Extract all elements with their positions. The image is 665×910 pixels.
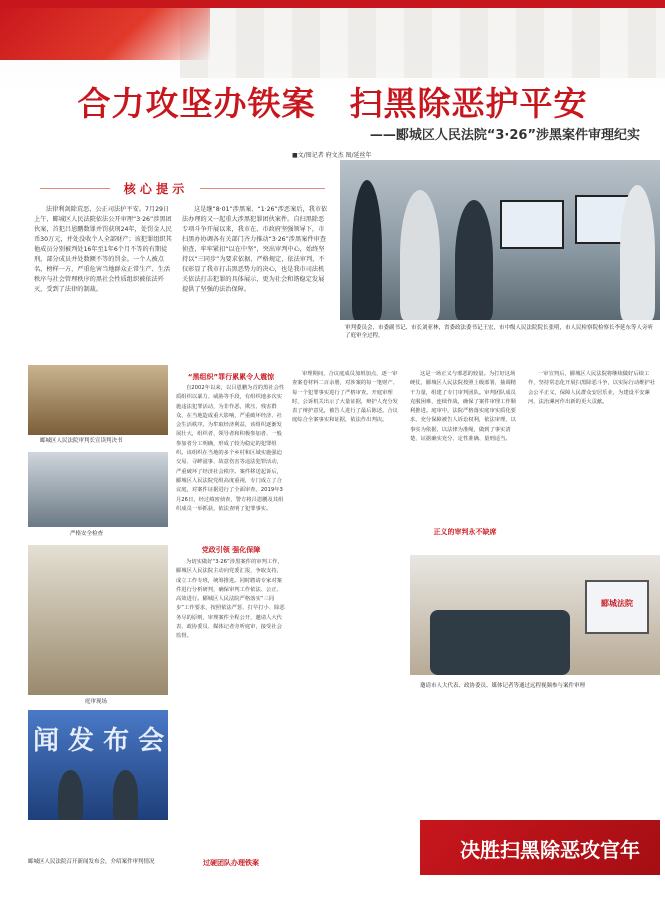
red-flag-graphic: [0, 0, 210, 60]
court-screen: [585, 580, 649, 634]
photo-caption: 郾城区人民法院审判长宣读判决书: [40, 438, 123, 444]
photo-court-hearing: [28, 545, 168, 695]
page-title: 合力攻坚办铁案 扫黑除恶护平安: [77, 84, 588, 123]
photo-caption: 严格安全检查: [70, 531, 104, 537]
person-figure: [400, 190, 440, 320]
article-column: 为切实做好“3·26”涉黑案件的审判工作，郾城区人民法院主动向党委汇报，争取支持，成立工作专班，统筹推进。同时聘请专家对案件进行分析研判，确保审判工作依法、公正、高效进行。郾城区人民法院严格落实“三同步”工作要求，按照依法严惩、打早打小、除恶务尽的原则，审理案件全程公开，邀请人大代表、政协委员、媒体记者旁听庭审，接受社会监督。: [176, 559, 285, 640]
photo-judge-reading: [28, 365, 168, 435]
photo-caption: 郾城区人民法院召开新闻发布会，介绍案件审判情况: [28, 859, 155, 865]
person-figure: [58, 770, 83, 820]
person-figure: [455, 200, 493, 320]
photo-remote-video: [410, 555, 660, 675]
article-column: 自2002年以来，以吕恩鹏为首的黑社会性质组织以暴力、威胁等手段，有组织地多次实施违法犯罪活动，为非作恶，欺压、残害群众，在当地造成重大影响，严重破坏经济、社会生活秩序。为牟取经济利益，该组织逐渐发展壮大，组织者、领导者和积极参加者、一般参加者分工明确，形成了较为稳定的犯罪组织。该组织在当地的多个乡村和区域实施强迫交易、寻衅滋事、故意伤害等违法犯罪活动，严重破坏了经济社会秩序。案件移送起诉后，郾城区人民法院党组高度重视，专门成立了合议庭，对案件证据进行了全面审查。2019年3月26日，经过缜密侦查，警方将吕恩鹏及其组织成员一举抓获，依法查明了犯罪事实。: [176, 385, 285, 512]
photo-press-conference: [28, 710, 168, 820]
section-title: “黑组织”罪行累累令人震惊: [187, 373, 275, 381]
article-column: 一审宣判后，郾城区人民法院将继续做好后续工作，坚持常态化开展扫黑除恶斗争，以实际行动维护社会公平正义，保障人民群众安居乐业，为建设平安漯河、法治漯河作出新的更大贡献。: [528, 371, 656, 405]
press-backdrop-text: 闻 发 布 会: [33, 726, 165, 756]
main-photo-caption: 审判委员会，市委副书记、市长刘亚林，省委政法委书记王宏，市中级人民法院院长张明，市人民检察院检察长李延东等人旁听了庭审全过程。: [345, 325, 654, 339]
photo-caption: 邀请市人大代表、政协委员、媒体记者等通过远程视频参与案件审理: [420, 683, 586, 689]
tips-column-2: 这是继“8·01”涉黑案、“1·26”涉恶案后，我市依法办理的又一起重大涉黑犯罪团伙案件。自扫黑除恶专项斗争开展以来，我市在、市政府坚强领导下，市扫黑办协调各有关部门齐力推动“3·26”涉黑案件审查侦查，牢牢紧扣“以在中坚”，突出审判中心，始终坚持以“三同步”为要求依据，严格规定，依法审判，不仅彰显了我市打击黑恶势力的决心，也是我市司法机关依法打击犯罪的具体展示，更为社会和谐稳定发展提供了坚强的法治保障。: [182, 206, 328, 293]
red-top-stripe: [0, 0, 665, 8]
photo-security-check: [28, 452, 168, 527]
person-figure: [352, 180, 382, 320]
photo-caption: 庭审现场: [85, 699, 108, 705]
section-title: 正义的审判永不缺席: [433, 528, 497, 536]
byline: ■文/图记者 府文杰 图/延丝年: [292, 152, 372, 159]
main-trial-photo: [340, 160, 660, 320]
tips-divider-left: [40, 188, 110, 189]
slogan-banner: [420, 820, 660, 875]
article-column: 审理期间，合议庭成员加班加点，逐一审查案卷材料二百余册，对涉案的每一笔财产、每一个犯罪事实进行了严格审查。开庭审理时，公诉机关出示了大量证据，辩护人充分发表了辩护意见，被告人进行了最后陈述。合议庭综合全案事实和证据，依法作出判决。: [292, 371, 398, 424]
section-title: 过硬团队办理铁案: [203, 859, 259, 867]
page-subtitle: ——郾城区人民法院“3·26”涉黑案件审理纪实: [369, 128, 640, 143]
court-sign-text: 郾城法院: [601, 599, 633, 608]
section-title: 党政引领 强化保障: [201, 546, 261, 554]
core-tips-title: 核 心 提 示: [123, 182, 185, 196]
monitor-shape: [500, 200, 564, 249]
tips-column-1: 法律利剑除荒恶，公正司法护平安。7月29日上午，郾城区人民法院依法公开审理“3·26”涉黑团伙案，首犯吕恩鹏数罪并罚获刑24年，处罚金人民币30万元，并处没收个人全部财产；该犯罪组织其他成员分别被判处16年至1年6个月不等的有期徒刑，部分成员并处数额不等的罚金。一个人被点名，榜样一方，严重危害当地群众正常生产、生活秩序与社会管理秩序的黑社会性质组织被依法歼灭，受到了法律的制裁。: [34, 206, 172, 293]
article-column: 这是一场正义与邪恶的较量。为打好这场硬仗，郾城区人民法院按照上级部署，抽调精干力量，组建了专门审判团队。审判团队成员克服困难，连续作战，确保了案件审理工作顺利推进。庭审中，法院严格落实庭审实质化要求，充分保障被告人诉讼权利，依法审理，以事实为依据，以法律为准绳，做到了事实清楚、证据确实充分、定性准确、量刑适当。: [410, 371, 516, 443]
person-figure: [620, 185, 655, 320]
audience-group: [430, 610, 570, 675]
person-figure: [113, 770, 138, 820]
banner-text: 决胜扫黑除恶攻官年: [460, 838, 640, 862]
building-backdrop: [180, 8, 665, 78]
tips-divider-right: [200, 188, 325, 189]
